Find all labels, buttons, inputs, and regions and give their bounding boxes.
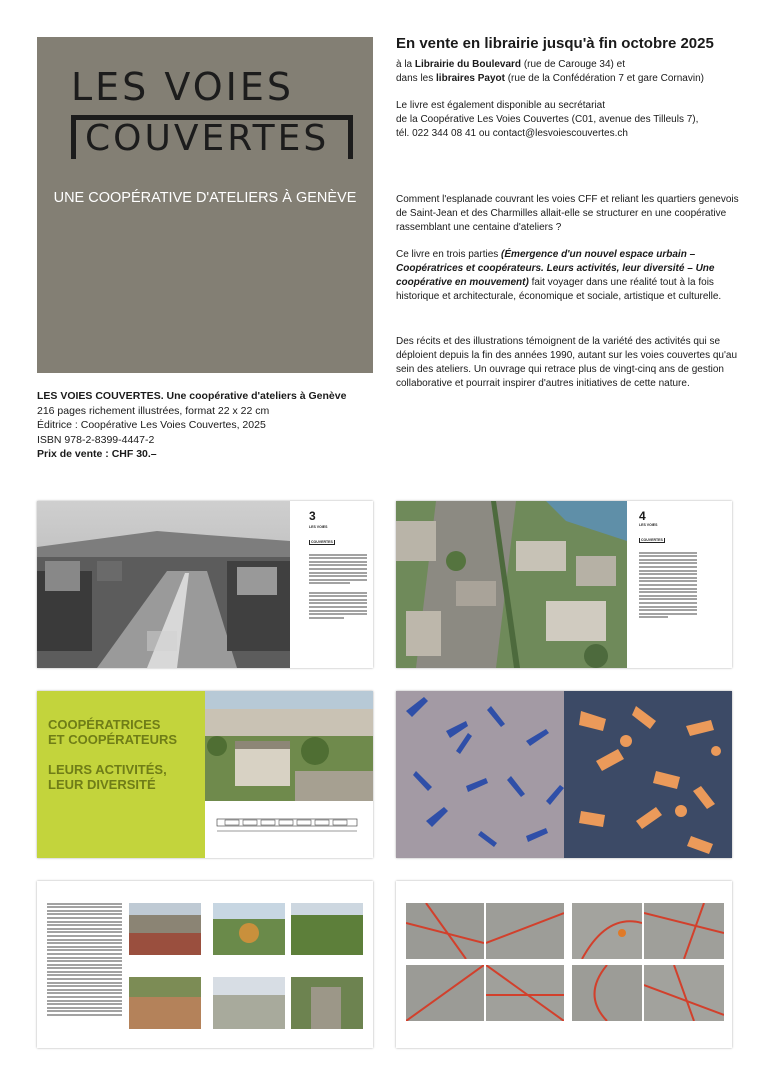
cover-title-line1: LES VOIES <box>71 65 294 109</box>
photo-pavement-3 <box>572 903 642 959</box>
spread-5-body-text <box>47 901 122 1018</box>
chapter-number: 3 <box>309 509 316 523</box>
photo-pavement-2 <box>486 903 564 959</box>
spread-5 <box>37 881 373 1048</box>
spread-3 <box>37 691 373 858</box>
spread-2-text: 4 LES VOIES COUVERTES <box>639 509 697 620</box>
book-title: LES VOIES COUVERTES. Une coopérative d'ateliers à Genève <box>37 390 347 402</box>
spread-1-text: 3 LES VOIES COUVERTES <box>309 509 367 620</box>
availability: Le livre est également disponible au secrétariat de la Coopérative Les Voies Couvertes (C01, avenue des Tilleuls 7), tél. 022 344 08 41 ou contact@lesvoiescouvertes.ch <box>396 99 736 141</box>
chapter-number: 4 <box>639 509 646 523</box>
photo-pavement-4 <box>644 903 724 959</box>
floor-plan-diagram <box>215 809 363 849</box>
book-cover <box>37 37 373 373</box>
cover-title-line2: COUVERTES <box>85 118 330 159</box>
pattern-illustration <box>396 691 732 858</box>
photo-pavement-6 <box>486 965 564 1021</box>
description-para3: Des récits et des illustrations témoignent de la variété des activités qui se déploient depuis la fin des années 1990, autant sur les voies couvertes qu'au sein des ateliers. Un ouvrage qui retrace plus de vingt-cinq ans de gestion collaborative et pourrait inspirer d'autres initiatives de cette nature. <box>396 336 738 389</box>
spread-4 <box>396 691 732 858</box>
sale-headline: En vente en librairie jusqu'à fin octobre 2025 <box>396 35 714 52</box>
photo-pavement-1 <box>406 903 484 959</box>
book-parts: (Émergence d'un nouvel espace urbain – Coopératrices et coopérateurs. Leurs activités, leur diversité – Une coopérative en mouvement) <box>396 249 715 288</box>
photo-pavement-5 <box>406 965 484 1021</box>
photo-garden <box>129 977 201 1029</box>
sale-shops: à la Librairie du Boulevard (rue de Carouge 34) et dans les libraires Payot (rue de la Confédération 7 et gare Cornavin) <box>396 59 704 84</box>
photo-playground <box>213 903 285 955</box>
chapter-title-3: LEURS ACTIVITÉS, <box>48 762 167 777</box>
green-panel <box>37 691 205 858</box>
chapter-title-1: COOPÉRATRICES <box>48 717 161 732</box>
cover-subtitle: UNE COOPÉRATIVE D'ATELIERS À GENÈVE <box>53 190 357 206</box>
shop-payot: libraires Payot <box>436 73 505 84</box>
book-isbn: ISBN 978-2-8399-4447-2 <box>37 433 155 446</box>
book-details: 216 pages richement illustrées, format 22 x 22 cm <box>37 404 270 417</box>
contact-line: tél. 022 344 08 41 ou contact@lesvoiescouvertes.ch <box>396 128 628 139</box>
book-meta <box>37 389 346 462</box>
description-para2: Ce livre en trois parties (Émergence d'un nouvel espace urbain – Coopératrices et coopérateurs. Leurs activités, leur diversité – Une coopérative en mouvement) fait voyager dans une réalité tout à la fois historique et architecturale, économique et sociale, artistique et culturelle. <box>396 249 722 302</box>
spread-6 <box>396 881 732 1048</box>
book-price: Prix de vente : CHF 30.– <box>37 448 157 460</box>
photo-pavement-7 <box>572 965 642 1021</box>
chapter-title-4: LEUR DIVERSITÉ <box>48 777 156 792</box>
book-publisher: Éditrice : Coopérative Les Voies Couvertes, 2025 <box>37 419 266 431</box>
aerial-photo <box>396 501 627 668</box>
photo-path <box>291 977 363 1029</box>
spread-1 <box>37 501 373 668</box>
spread-2 <box>396 501 732 668</box>
photo-bike-path <box>129 903 201 955</box>
photo-pavement-8 <box>644 965 724 1021</box>
chapter-title-2: ET COOPÉRATEURS <box>48 732 178 747</box>
photo-terrace <box>213 977 285 1029</box>
shop-boulevard: Librairie du Boulevard <box>414 59 522 70</box>
bw-photo <box>37 501 290 668</box>
photo-rooftop-green <box>291 903 363 955</box>
building-photo <box>205 691 373 801</box>
description-para1: Comment l'esplanade couvrant les voies CFF et reliant les quartiers genevois de Saint-Jean et des Charmilles allait-elle se structurer en une coopérative rassemblant une centaine d'ateliers ? <box>396 194 739 233</box>
